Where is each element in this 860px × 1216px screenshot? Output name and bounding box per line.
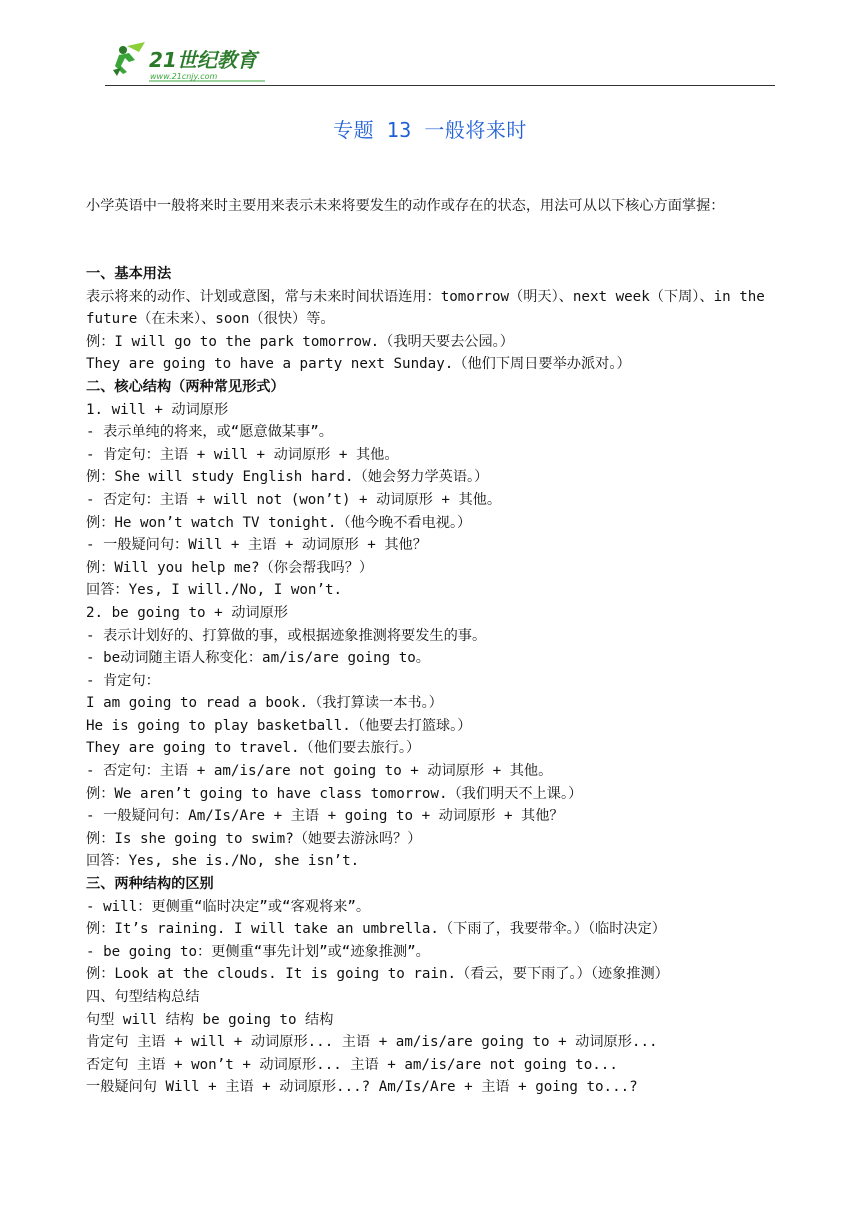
svg-text:21世纪教育: 21世纪教育 [149,48,257,72]
example-line: 例：I will go to the park tomorrow.（我明天要去公园。） [86,333,514,350]
text-line: - 否定句：主语 + will not (won’t) + 动词原形 + 其他。 [86,491,502,508]
answer-line: 回答：Yes, she is./No, she isn’t. [86,853,360,870]
text-line: - 肯定句： [86,672,160,689]
section-heading: 一、基本用法 [86,266,172,282]
text-line: - will：更侧重“临时决定”或“客观将来”。 [86,898,371,915]
example-line: 例：Is she going to swim?（她要去游泳吗？） [86,830,422,847]
text-line: - be going to：更侧重“事先计划”或“迹象推测”。 [86,943,430,960]
example-line: 例：Look at the clouds. It is going to rain.（看云，要下雨了。）（迹象推测） [86,966,669,983]
example-line: They are going to have a party next Sunday.（他们下周日要举办派对。） [86,356,631,373]
text-line: 1. will + 动词原形 [86,401,229,418]
text-line: - 肯定句：主语 + will + 动词原形 + 其他。 [86,446,399,463]
page-header [105,40,775,88]
page-title: 专题 13 一般将来时 [333,118,527,142]
example-line: 例：It’s raining. I will take an umbrella.（下雨了，我要带伞。）（临时决定） [86,921,666,938]
text-line: - 表示计划好的、打算做的事，或根据迹象推测将要发生的事。 [86,627,487,644]
text-line: - 一般疑问句：Am/Is/Are + 主语 + going to + 动词原形 + 其他？ [86,808,564,825]
text-line: 2. be going to + 动词原形 [86,604,288,621]
svg-text:www.21cnjy.com: www.21cnjy.com [150,72,218,81]
runner-logo-icon [105,40,275,84]
example-line: 例：She will study English hard.（她会努力学英语。） [86,469,489,486]
example-line: He is going to play basketball.（他要去打篮球。） [86,717,472,734]
text-line: - 表示单纯的将来，或“愿意做某事”。 [86,424,333,441]
example-line: 例：He won’t watch TV tonight.（他今晚不看电视。） [86,514,472,531]
summary-row: 一般疑问句 Will + 主语 + 动词原形...? Am/Is/Are + 主语 + going to...? [86,1079,638,1096]
section-heading: 二、核心结构（两种常见形式） [86,378,285,395]
answer-line: 回答：Yes, I will./No, I won’t. [86,582,343,599]
intro-paragraph: 小学英语中一般将来时主要用来表示未来将要发生的动作或存在的状态，用法可从以下核心方面掌握： [86,198,725,214]
section-heading-plain: 四、句型结构总结 [86,989,200,1005]
example-line: I am going to read a book.（我打算读一本书。） [86,695,443,712]
section-heading: 三、两种结构的区别 [86,876,214,893]
text-line: - 一般疑问句：Will + 主语 + 动词原形 + 其他？ [86,537,427,554]
text-line: - 否定句：主语 + am/is/are not going to + 动词原形 + 其他。 [86,763,553,780]
text-line: - be动词随主语人称变化：am/is/are going to。 [86,650,430,667]
site-logo[interactable] [105,40,275,84]
summary-row: 句型 will 结构 be going to 结构 [86,1011,334,1028]
header-divider [105,85,775,86]
summary-row: 否定句 主语 + won’t + 动词原形... 主语 + am/is/are not going to... [86,1056,618,1073]
example-line: They are going to travel.（他们要去旅行。） [86,740,421,757]
text-line: 表示将来的动作、计划或意图，常与未来时间状语连用：tomorrow（明天）、next week（下周）、in the future（在未来）、soon（很快）等。 [86,288,765,328]
example-line: 例：Will you help me?（你会帮我吗？） [86,559,374,576]
example-line: 例：We aren’t going to have class tomorrow.（我们明天不上课。） [86,785,583,802]
summary-row: 肯定句 主语 + will + 动词原形... 主语 + am/is/are going to + 动词原形... [86,1034,658,1051]
content-body [86,263,776,1099]
